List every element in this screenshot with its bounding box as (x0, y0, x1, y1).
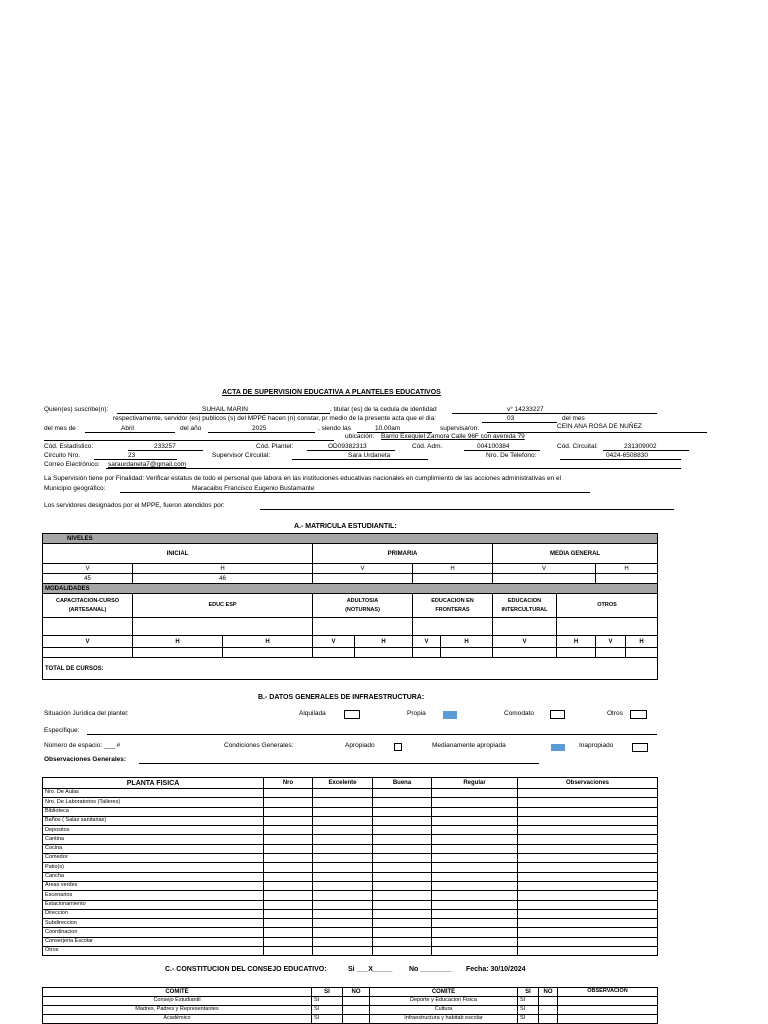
mod-intercultural: EDUCACION INTERCULTURAL (493, 594, 557, 618)
planta-row-label: Biblioteca (43, 807, 264, 816)
municipio-label: Municipio geográfico: (44, 485, 106, 492)
mod-v-1: V (43, 636, 133, 648)
planta-cell[interactable] (518, 816, 658, 825)
suscribe-label: Quien(es) suscribe(n): (44, 406, 109, 413)
mod-v-6: V (596, 636, 626, 648)
mod-capacitacion: CAPACITACION-CURSO (ARTESANAL) (43, 594, 133, 618)
planta-cell[interactable] (313, 891, 373, 900)
planta-cell[interactable] (264, 854, 313, 863)
comite-right-si[interactable]: SI (518, 1015, 539, 1024)
planta-cell[interactable] (264, 928, 313, 937)
planta-row-label: Escenarios (43, 891, 264, 900)
resp-text: respectivamente, servidor (es) publicos (s) del MPPE hacen (n) constar, pr medio de la presente acta que el dia: (113, 415, 436, 422)
planta-row-label: Patio(s) (43, 863, 264, 872)
planta-cell[interactable] (432, 816, 518, 825)
planta-row-label: Depositos (43, 826, 264, 835)
primaria-header: PRIMARIA (313, 544, 493, 564)
finalidad-text: La Supervisión tiene por Finalidad: Verificar estatus de todo el personal que labora en las instituciones educativas nacionales en cumplimiento de las acciones administrativas en el (44, 475, 562, 482)
comite-left-no[interactable] (343, 997, 370, 1006)
planta-row-label: Nro. De Aulas (43, 789, 264, 798)
telefono-label: Nro. De Telefono: (486, 452, 537, 459)
circuito-label: Circuito Nro. (44, 452, 81, 459)
comite-left-name: Madres, Padres y Representantes (43, 1006, 312, 1015)
planta-cell[interactable] (373, 900, 432, 909)
media-header: MEDIA GENERAL (493, 544, 658, 564)
planta-cell[interactable] (313, 863, 373, 872)
mod-educ-esp: EDUC ESP (133, 594, 313, 618)
planta-row-label: Cancha (43, 872, 264, 881)
comite-observacion[interactable] (558, 1006, 658, 1015)
plantel-value[interactable]: CEIN ANA ROSA DE NUÑEZ (557, 423, 642, 430)
comodato-checkbox[interactable] (550, 710, 565, 719)
inicial-header: INICIAL (43, 544, 313, 564)
planta-cell[interactable] (432, 909, 518, 918)
total-cursos: TOTAL DE CURSOS: (43, 658, 658, 680)
planta-row-label: Conserjeria Escolar (43, 937, 264, 946)
ubicacion-label: ubicación: (345, 433, 375, 440)
planta-cell[interactable] (264, 798, 313, 807)
document-title: ACTA DE SUPERVISION EDUCATIVA A PLANTELES EDUCATIVOS (222, 389, 441, 396)
mod-h-5: H (557, 636, 596, 648)
inicial-v-value[interactable]: 45 (43, 574, 133, 584)
planta-cell[interactable] (264, 844, 313, 853)
comodato-label: Comodato (504, 710, 534, 717)
planta-cell[interactable] (264, 835, 313, 844)
planta-row (43, 872, 658, 881)
comite-left-si[interactable]: SI (312, 1006, 343, 1015)
planta-cell[interactable] (518, 919, 658, 928)
planta-cell[interactable] (313, 909, 373, 918)
planta-cell[interactable] (264, 807, 313, 816)
planta-cell[interactable] (373, 937, 432, 946)
planta-row (43, 789, 658, 798)
planta-cell[interactable] (518, 909, 658, 918)
planta-cell[interactable] (313, 872, 373, 881)
planta-cell[interactable] (264, 891, 313, 900)
planta-cell[interactable] (264, 900, 313, 909)
supervisaron-label: supervisaron: (440, 425, 480, 432)
planta-row-label: Nro. De Laboratorios (Talleres) (43, 798, 264, 807)
planta-cell[interactable] (313, 798, 373, 807)
del-mes-label: del mes de (44, 425, 76, 432)
niveles-header: NIVELES (43, 534, 658, 544)
excelente-header: Excelente (313, 778, 373, 789)
section-c-title: C.- CONSTITUCION DEL CONSEJO EDUCATIVO: (165, 966, 327, 973)
media-v-value[interactable] (493, 574, 596, 584)
planta-cell[interactable] (264, 789, 313, 798)
planta-cell[interactable] (432, 807, 518, 816)
planta-cell[interactable] (313, 881, 373, 890)
adm-label: Cód. Adm. (412, 443, 443, 450)
planta-row (43, 798, 658, 807)
buena-header: Buena (373, 778, 432, 789)
observacion-header: OBSERVACIÓN (558, 988, 658, 997)
planta-header: PLANTA FISICA (43, 778, 264, 789)
cedula-value[interactable]: v° 14233227 (507, 406, 544, 413)
planta-cell[interactable] (373, 919, 432, 928)
planta-cell[interactable] (313, 826, 373, 835)
planta-row (43, 863, 658, 872)
propia-label: Propia (407, 710, 426, 717)
correo-label: Correo Electrónico: (44, 461, 100, 468)
mod-h-1: H (133, 636, 223, 648)
planta-cell[interactable] (432, 826, 518, 835)
planta-cell[interactable] (264, 909, 313, 918)
planta-cell[interactable] (432, 937, 518, 946)
medianamente-label: Medianamente apropiada (432, 742, 506, 749)
planta-cell[interactable] (373, 909, 432, 918)
planta-cell[interactable] (264, 919, 313, 928)
si-header-left: SI (312, 988, 343, 997)
planta-cell[interactable] (313, 807, 373, 816)
planta-cell[interactable] (518, 928, 658, 937)
comite-row (43, 1015, 658, 1024)
otros-label: Otros (607, 710, 623, 717)
planta-cell[interactable] (518, 835, 658, 844)
primaria-h: H (413, 564, 493, 574)
planta-row-label: Estacionamiento (43, 900, 264, 909)
planta-cell[interactable] (373, 807, 432, 816)
planta-cell[interactable] (518, 807, 658, 816)
correo-value[interactable]: saraurdaneta7@gmail.com (108, 461, 187, 468)
planta-cell[interactable] (373, 928, 432, 937)
servidores-text: Los servidores designados por el MPPE, fueron atendidos por: (44, 502, 225, 509)
municipio-value[interactable]: Maracaibo Francisco Eugenio Bustamante (192, 485, 315, 492)
planta-row (43, 881, 658, 890)
ubicacion-value[interactable]: Barrio Exequiel Zamora Calle 96F con avenida 79 (381, 433, 525, 440)
cedula-label: , titular (es) de la cedula de identidad (330, 406, 437, 413)
planta-cell[interactable] (373, 947, 432, 956)
planta-row (43, 816, 658, 825)
planta-cell[interactable] (432, 854, 518, 863)
comite-right-name: Cultura (370, 1006, 518, 1015)
nro-header: Nro (264, 778, 313, 789)
planta-cell[interactable] (518, 854, 658, 863)
planta-cell[interactable] (313, 947, 373, 956)
siendo-label: , siendo las (318, 425, 351, 432)
circuital-label: Cód. Circuital: (557, 443, 598, 450)
planta-cell[interactable] (518, 863, 658, 872)
inapropiado-checkbox[interactable] (632, 743, 648, 752)
ano-value[interactable]: 2025 (252, 425, 267, 432)
comite-right-no[interactable] (539, 1006, 558, 1015)
comite-right-si[interactable]: SI (518, 997, 539, 1006)
planta-cell[interactable] (264, 937, 313, 946)
estadistico-label: Cód. Estadístico: (44, 443, 94, 450)
inicial-h-value[interactable]: 46 (133, 574, 313, 584)
planta-cell[interactable] (313, 844, 373, 853)
planta-row (43, 909, 658, 918)
comite-row (43, 997, 658, 1006)
propia-checkbox[interactable] (443, 711, 457, 719)
planta-row (43, 854, 658, 863)
planta-row-label: Coordinacion (43, 928, 264, 937)
especifique-label: Especifique: (44, 727, 80, 734)
plantel-cod-value[interactable]: OD09382313 (328, 443, 367, 450)
planta-row (43, 807, 658, 816)
mod-h-4: H (441, 636, 493, 648)
planta-cell[interactable] (373, 881, 432, 890)
comite-left-si[interactable]: SI (312, 1015, 343, 1024)
mod-v-5: V (493, 636, 557, 648)
planta-cell[interactable] (432, 900, 518, 909)
planta-cell[interactable] (264, 816, 313, 825)
planta-row-label: Otros (43, 947, 264, 956)
planta-row (43, 900, 658, 909)
planta-cell[interactable] (432, 919, 518, 928)
planta-cell[interactable] (518, 844, 658, 853)
mod-h-6: H (626, 636, 658, 648)
consejo-si[interactable]: Si ___X_____ (348, 966, 393, 973)
matricula-table (42, 533, 658, 680)
planta-cell[interactable] (373, 891, 432, 900)
inicial-h: H (133, 564, 313, 574)
suscribe-value[interactable]: SUHAIL MARIN (202, 406, 248, 413)
planta-row-label: Baños ( Salas sanitarias) (43, 816, 264, 825)
planta-cell[interactable] (373, 835, 432, 844)
numero-espacio-label: Número de espacio: ___ # (44, 742, 121, 749)
comite-left-si[interactable]: SI (312, 997, 343, 1006)
comite-left-no[interactable] (343, 1015, 370, 1024)
planta-fisica-table (42, 777, 658, 956)
planta-cell[interactable] (313, 919, 373, 928)
apropiado-checkbox[interactable] (394, 743, 402, 751)
comite-table (42, 987, 658, 1024)
comite-header-left: COMITÉ (43, 988, 312, 997)
comite-header-right: COMITÉ (370, 988, 518, 997)
mes-value[interactable]: Abril (121, 425, 135, 432)
planta-row-label: Subdireccion (43, 919, 264, 928)
circuital-value[interactable]: 231309002 (624, 443, 657, 450)
planta-row (43, 928, 658, 937)
planta-cell[interactable] (313, 900, 373, 909)
planta-row (43, 937, 658, 946)
planta-cell[interactable] (313, 937, 373, 946)
comite-left-name: Consejo Estudiantil (43, 997, 312, 1006)
planta-row (43, 835, 658, 844)
planta-cell[interactable] (432, 798, 518, 807)
dia-value[interactable]: 03 (507, 415, 515, 422)
planta-cell[interactable] (432, 863, 518, 872)
planta-row (43, 826, 658, 835)
primaria-h-value[interactable] (413, 574, 493, 584)
planta-cell[interactable] (518, 881, 658, 890)
comite-left-no[interactable] (343, 1006, 370, 1015)
adm-value[interactable]: 004100384 (477, 443, 510, 450)
condiciones-label: Condiciones Generales: (224, 742, 294, 749)
mod-h-2: H (223, 636, 313, 648)
planta-cell[interactable] (373, 844, 432, 853)
planta-row-label: Direccion (43, 909, 264, 918)
planta-cell[interactable] (373, 816, 432, 825)
observaciones-header: Observaciones (518, 778, 658, 789)
otros-checkbox[interactable] (630, 710, 647, 719)
media-h: H (596, 564, 658, 574)
inicial-v: V (43, 564, 133, 574)
planta-row (43, 919, 658, 928)
planta-cell[interactable] (373, 872, 432, 881)
planta-cell[interactable] (264, 947, 313, 956)
planta-cell[interactable] (432, 891, 518, 900)
planta-cell[interactable] (373, 826, 432, 835)
consejo-no[interactable]: No ________ (409, 966, 452, 973)
planta-cell[interactable] (518, 891, 658, 900)
planta-cell[interactable] (264, 826, 313, 835)
mod-fronteras: EDUCACION EN FRONTERAS (413, 594, 493, 618)
circuito-value[interactable]: 23 (128, 452, 136, 459)
apropiado-label: Apropiado (345, 742, 375, 749)
planta-cell[interactable] (518, 937, 658, 946)
planta-cell[interactable] (518, 798, 658, 807)
planta-cell[interactable] (373, 789, 432, 798)
comite-right-name: Deporte y Educacion Fisica (370, 997, 518, 1006)
section-b-title: B.- DATOS GENERALES DE INFRAESTRUCTURA: (258, 694, 425, 701)
comite-right-no[interactable] (539, 997, 558, 1006)
planta-cell[interactable] (518, 947, 658, 956)
media-h-value[interactable] (596, 574, 658, 584)
mod-otros: OTROS (557, 594, 658, 618)
comite-right-si[interactable]: SI (518, 1006, 539, 1015)
mod-h-3: H (355, 636, 413, 648)
planta-cell[interactable] (313, 928, 373, 937)
modalidades-header: MODALIDADES (43, 584, 658, 594)
planta-cell[interactable] (313, 789, 373, 798)
comite-observacion[interactable] (558, 997, 658, 1006)
si-header-right: SI (518, 988, 539, 997)
planta-cell[interactable] (264, 872, 313, 881)
comite-row (43, 1006, 658, 1015)
mod-v-4: V (413, 636, 441, 648)
situacion-label: Situación Jurídica del plantel: (44, 710, 129, 717)
comite-right-no[interactable] (539, 1015, 558, 1024)
planta-cell[interactable] (432, 844, 518, 853)
medianamente-checkbox[interactable] (551, 744, 565, 751)
comite-left-name: Académico (43, 1015, 312, 1024)
primaria-v: V (313, 564, 413, 574)
inapropiado-label: Inapropiado (579, 742, 614, 749)
planta-cell[interactable] (373, 798, 432, 807)
supervisor-value[interactable]: Sara Urdaneta (348, 452, 391, 459)
planta-cell[interactable] (518, 872, 658, 881)
media-v: V (493, 564, 596, 574)
planta-row-label: Áreas verdes (43, 881, 264, 890)
regular-header: Regular (432, 778, 518, 789)
comite-right-name: Infraestructura y habitab escolar (370, 1015, 518, 1024)
no-header-left: NO (343, 988, 370, 997)
planta-row (43, 947, 658, 956)
mod-adultos: ADULTOS/A (NOTURNAS) (313, 594, 413, 618)
mod-v-3: V (313, 636, 355, 648)
planta-cell[interactable] (432, 835, 518, 844)
supervisor-label: Supervisor Circuital: (212, 452, 271, 459)
planta-cell[interactable] (432, 789, 518, 798)
telefono-value[interactable]: 0424-6508830 (606, 452, 648, 459)
section-a-title: A.- MATRICULA ESTUDIANTIL: (294, 523, 397, 530)
planta-cell[interactable] (264, 863, 313, 872)
observaciones-generales-label: Observaciones Generales: (44, 756, 127, 763)
planta-cell[interactable] (373, 863, 432, 872)
planta-row-label: Comedor (43, 854, 264, 863)
no-header-right: NO (539, 988, 558, 997)
planta-row (43, 844, 658, 853)
planta-cell[interactable] (518, 826, 658, 835)
planta-cell[interactable] (313, 854, 373, 863)
hora-value[interactable]: 10.00am (375, 425, 401, 432)
planta-cell[interactable] (432, 872, 518, 881)
planta-row (43, 891, 658, 900)
planta-cell[interactable] (518, 789, 658, 798)
del-ano-label: del año (180, 425, 202, 432)
alquilada-checkbox[interactable] (344, 710, 360, 719)
planta-cell[interactable] (432, 947, 518, 956)
primaria-v-value[interactable] (313, 574, 413, 584)
planta-row-label: Cocina (43, 844, 264, 853)
planta-cell[interactable] (432, 928, 518, 937)
estadistico-value[interactable]: 233257 (154, 443, 176, 450)
alquilada-label: Alquilada (299, 710, 326, 717)
planta-cell[interactable] (264, 881, 313, 890)
comite-observacion[interactable] (558, 1015, 658, 1024)
consejo-fecha: Fecha: 30/10/2024 (466, 966, 526, 973)
planta-cell[interactable] (373, 854, 432, 863)
del-mes-suffix: del mes (562, 415, 585, 422)
planta-cell[interactable] (518, 900, 658, 909)
planta-cell[interactable] (432, 881, 518, 890)
plantel-cod-label: Cód. Plantel: (256, 443, 294, 450)
planta-row-label: Cantina (43, 835, 264, 844)
planta-cell[interactable] (313, 816, 373, 825)
planta-cell[interactable] (313, 835, 373, 844)
